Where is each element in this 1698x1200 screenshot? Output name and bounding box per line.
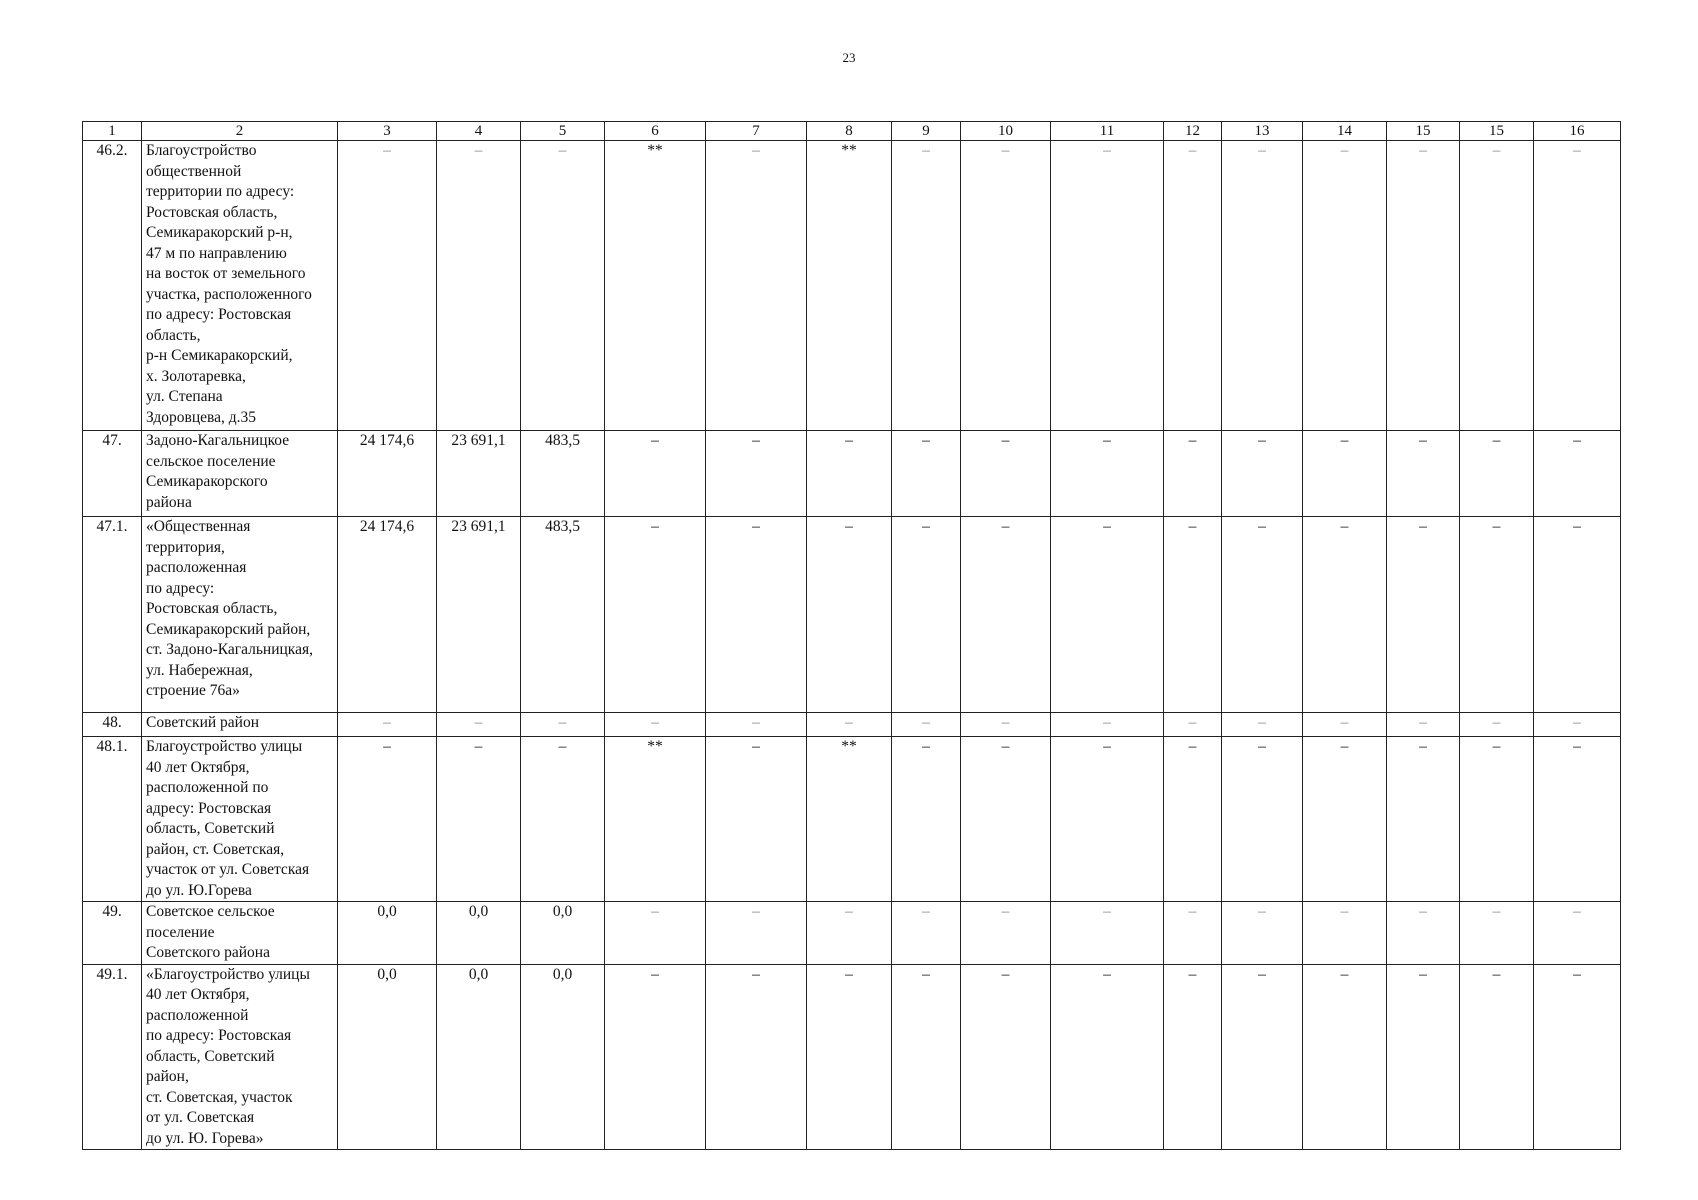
- column-header: 14: [1303, 122, 1387, 141]
- value-cell: –: [338, 141, 437, 431]
- table-row: [83, 517, 1621, 713]
- value-cell: –: [961, 964, 1051, 1150]
- column-header: 9: [892, 122, 961, 141]
- value-cell: –: [1387, 517, 1460, 713]
- value-cell: –: [1460, 964, 1534, 1150]
- value-cell: –: [1534, 517, 1621, 713]
- value-cell: 483,5: [521, 517, 605, 713]
- value-cell: –: [1051, 431, 1164, 517]
- value-cell: –: [1387, 713, 1460, 737]
- row-name: Задоно-Кагальницкое сельское поселение Семикаракорского района: [142, 431, 338, 517]
- column-header: 11: [1051, 122, 1164, 141]
- value-cell: **: [807, 737, 892, 902]
- value-cell: –: [706, 737, 807, 902]
- row-name: Советский район: [142, 713, 338, 737]
- value-cell: –: [1051, 964, 1164, 1150]
- value-cell: –: [807, 902, 892, 965]
- value-cell: –: [1303, 141, 1387, 431]
- value-cell: –: [961, 141, 1051, 431]
- row-number: 48.1.: [83, 737, 142, 902]
- value-cell: –: [1164, 141, 1222, 431]
- value-cell: –: [521, 713, 605, 737]
- value-cell: –: [1387, 902, 1460, 965]
- value-cell: 0,0: [437, 964, 521, 1150]
- value-cell: –: [1164, 737, 1222, 902]
- row-name: Благоустройство улицы 40 лет Октября, расположенной по адресу: Ростовская область, Советский район, ст. Советская, участок от ул. Советская до ул. Ю.Горева: [142, 737, 338, 902]
- value-cell: –: [807, 517, 892, 713]
- value-cell: –: [1222, 902, 1303, 965]
- value-cell: –: [1460, 141, 1534, 431]
- value-cell: –: [706, 141, 807, 431]
- table-row: [83, 902, 1621, 965]
- row-number: 46.2.: [83, 141, 142, 431]
- column-header: 10: [961, 122, 1051, 141]
- value-cell: –: [1534, 713, 1621, 737]
- value-cell: –: [1460, 902, 1534, 965]
- value-cell: –: [605, 713, 706, 737]
- value-cell: –: [807, 713, 892, 737]
- row-name: Благоустройство общественной территории по адресу: Ростовская область, Семикаракорский р-н, 47 м по направлению на восток от земельного участка, расположенного по адресу: Ростовская область, р-н Семикаракорский, х. Золотаревка, ул. Степана Здоровцева, д.35: [142, 141, 338, 431]
- value-cell: 23 691,1: [437, 517, 521, 713]
- value-cell: **: [807, 141, 892, 431]
- value-cell: –: [605, 431, 706, 517]
- column-header: 3: [338, 122, 437, 141]
- value-cell: –: [1164, 431, 1222, 517]
- value-cell: –: [961, 713, 1051, 737]
- value-cell: –: [338, 713, 437, 737]
- value-cell: –: [1303, 902, 1387, 965]
- value-cell: –: [437, 713, 521, 737]
- row-number: 47.1.: [83, 517, 142, 713]
- table-row: [83, 737, 1621, 902]
- value-cell: –: [1387, 964, 1460, 1150]
- value-cell: –: [807, 431, 892, 517]
- column-header: 13: [1222, 122, 1303, 141]
- value-cell: –: [961, 517, 1051, 713]
- value-cell: –: [437, 141, 521, 431]
- value-cell: –: [1051, 141, 1164, 431]
- value-cell: **: [605, 141, 706, 431]
- value-cell: –: [1534, 141, 1621, 431]
- value-cell: –: [605, 902, 706, 965]
- column-header: 6: [605, 122, 706, 141]
- value-cell: –: [1534, 431, 1621, 517]
- row-name: «Благоустройство улицы 40 лет Октября, расположенной по адресу: Ростовская область, Советский район, ст. Советская, участок от ул. Советская до ул. Ю. Горева»: [142, 964, 338, 1150]
- value-cell: –: [1460, 737, 1534, 902]
- value-cell: –: [1164, 902, 1222, 965]
- value-cell: –: [1303, 517, 1387, 713]
- column-header: 15: [1387, 122, 1460, 141]
- value-cell: 0,0: [521, 902, 605, 965]
- value-cell: –: [892, 713, 961, 737]
- value-cell: –: [338, 737, 437, 902]
- value-cell: 24 174,6: [338, 517, 437, 713]
- value-cell: –: [961, 737, 1051, 902]
- value-cell: 0,0: [521, 964, 605, 1150]
- value-cell: –: [1222, 141, 1303, 431]
- value-cell: –: [1303, 431, 1387, 517]
- value-cell: –: [807, 964, 892, 1150]
- value-cell: –: [1387, 431, 1460, 517]
- value-cell: –: [1051, 713, 1164, 737]
- column-header: 4: [437, 122, 521, 141]
- column-header: 16: [1534, 122, 1621, 141]
- value-cell: –: [1303, 713, 1387, 737]
- value-cell: –: [1222, 517, 1303, 713]
- value-cell: –: [605, 964, 706, 1150]
- column-header: 1: [83, 122, 142, 141]
- value-cell: –: [1222, 431, 1303, 517]
- value-cell: 24 174,6: [338, 431, 437, 517]
- data-table: [82, 121, 1621, 1150]
- column-header: 8: [807, 122, 892, 141]
- value-cell: –: [1164, 964, 1222, 1150]
- value-cell: –: [1222, 713, 1303, 737]
- value-cell: –: [1460, 517, 1534, 713]
- value-cell: 0,0: [338, 902, 437, 965]
- value-cell: 23 691,1: [437, 431, 521, 517]
- value-cell: 483,5: [521, 431, 605, 517]
- table-row: [83, 141, 1621, 431]
- value-cell: –: [1303, 737, 1387, 902]
- value-cell: –: [892, 431, 961, 517]
- value-cell: –: [1534, 902, 1621, 965]
- value-cell: –: [961, 431, 1051, 517]
- value-cell: –: [892, 141, 961, 431]
- page-number: 23: [842, 50, 856, 65]
- value-cell: –: [706, 431, 807, 517]
- value-cell: –: [892, 902, 961, 965]
- value-cell: –: [1460, 713, 1534, 737]
- value-cell: –: [521, 737, 605, 902]
- value-cell: –: [892, 964, 961, 1150]
- value-cell: –: [605, 517, 706, 713]
- row-number: 49.1.: [83, 964, 142, 1150]
- value-cell: –: [1534, 964, 1621, 1150]
- column-header: 7: [706, 122, 807, 141]
- value-cell: –: [892, 737, 961, 902]
- value-cell: –: [1387, 737, 1460, 902]
- value-cell: –: [437, 737, 521, 902]
- row-name: Советское сельское поселение Советского района: [142, 902, 338, 965]
- value-cell: –: [706, 964, 807, 1150]
- row-number: 48.: [83, 713, 142, 737]
- value-cell: –: [1164, 713, 1222, 737]
- value-cell: –: [1303, 964, 1387, 1150]
- value-cell: –: [521, 141, 605, 431]
- value-cell: –: [1051, 517, 1164, 713]
- value-cell: –: [1534, 737, 1621, 902]
- column-header: 15: [1460, 122, 1534, 141]
- value-cell: –: [1051, 737, 1164, 902]
- column-header: 12: [1164, 122, 1222, 141]
- value-cell: –: [961, 902, 1051, 965]
- value-cell: –: [1051, 902, 1164, 965]
- value-cell: 0,0: [437, 902, 521, 965]
- value-cell: –: [1222, 964, 1303, 1150]
- column-header: 2: [142, 122, 338, 141]
- value-cell: –: [706, 713, 807, 737]
- column-header: 5: [521, 122, 605, 141]
- value-cell: –: [706, 902, 807, 965]
- row-number: 47.: [83, 431, 142, 517]
- table-row: [83, 713, 1621, 737]
- value-cell: **: [605, 737, 706, 902]
- value-cell: –: [1164, 517, 1222, 713]
- value-cell: –: [1460, 431, 1534, 517]
- value-cell: –: [706, 517, 807, 713]
- value-cell: –: [1387, 141, 1460, 431]
- row-name: «Общественная территория, расположенная по адресу: Ростовская область, Семикаракорский район, ст. Задоно-Кагальницкая, ул. Набережная, строение 76а»: [142, 517, 338, 713]
- row-number: 49.: [83, 902, 142, 965]
- value-cell: –: [1222, 737, 1303, 902]
- header-row: [83, 122, 1621, 141]
- value-cell: 0,0: [338, 964, 437, 1150]
- value-cell: –: [892, 517, 961, 713]
- table-row: [83, 964, 1621, 1150]
- table-row: [83, 431, 1621, 517]
